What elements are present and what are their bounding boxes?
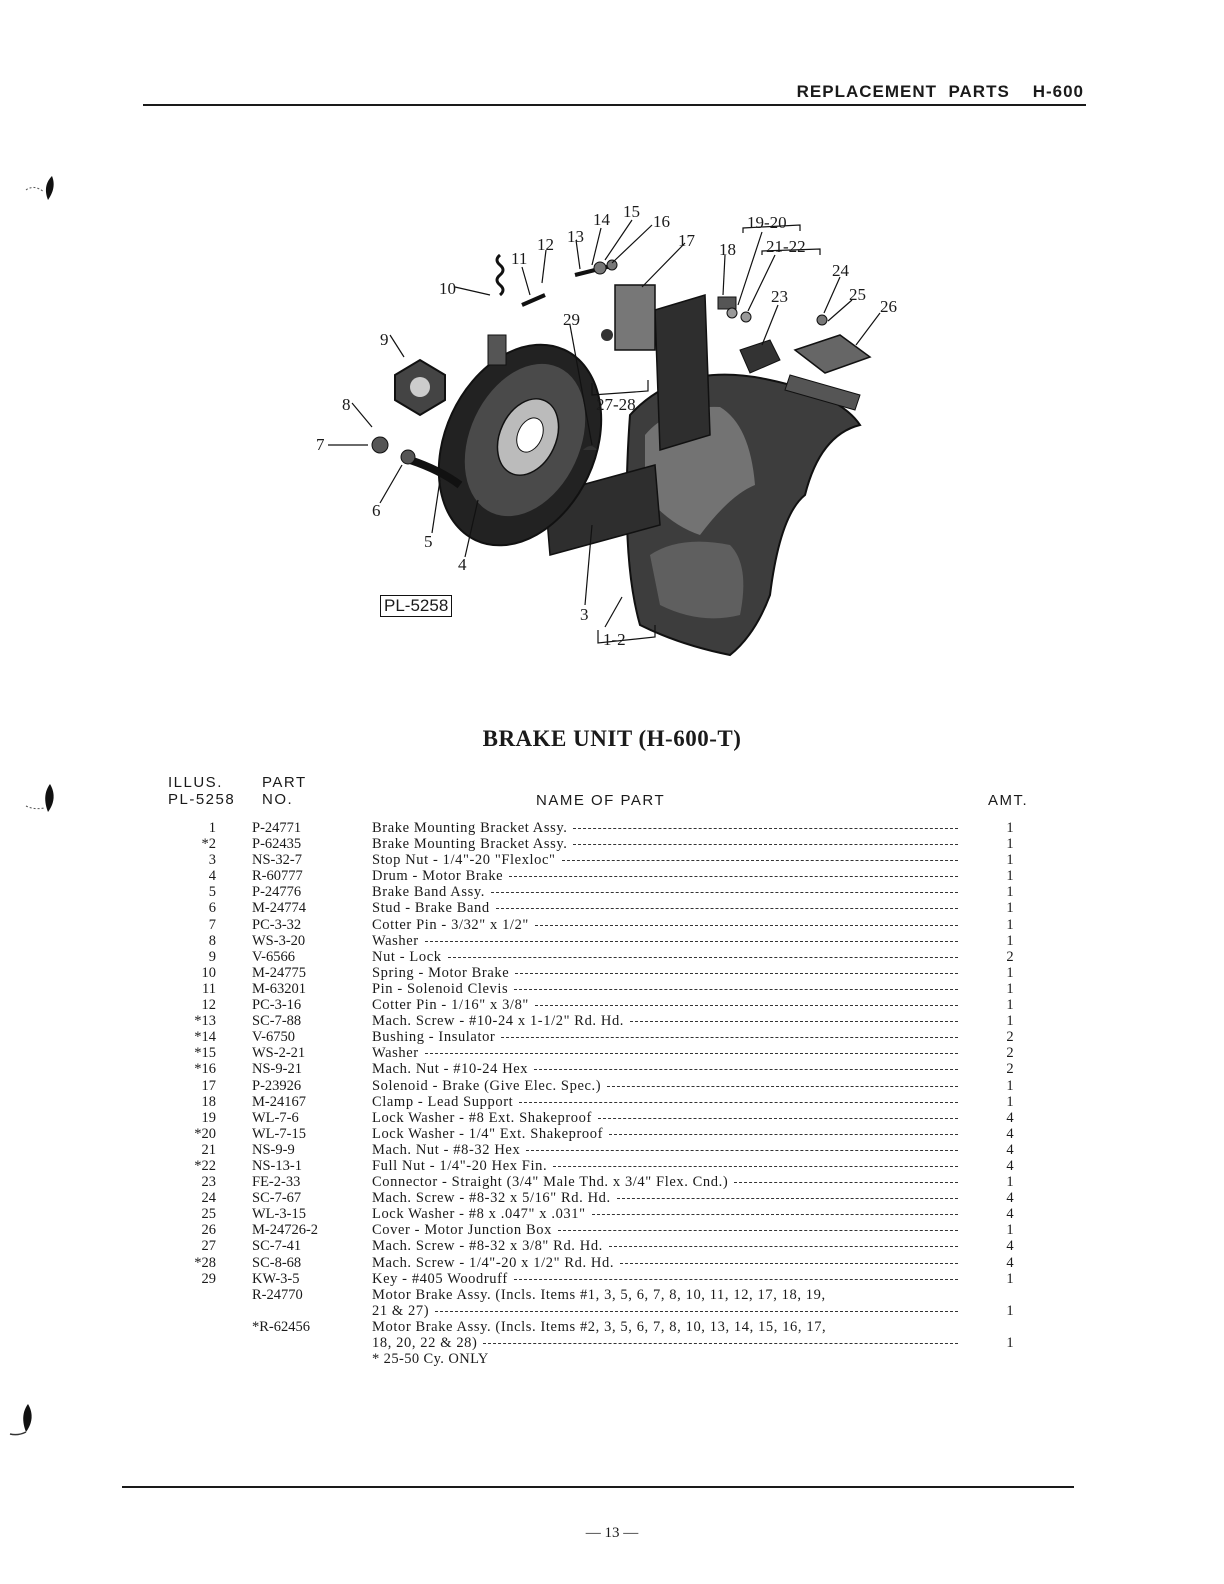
part-name: Cotter Pin - 3/32" x 1/2"	[372, 916, 529, 933]
leader-dots	[562, 852, 958, 861]
part-number: R-24770	[252, 1286, 303, 1303]
table-row	[0, 1271, 1224, 1287]
part-name: Connector - Straight (3/4" Male Thd. x 3/4" Flex. Cnd.)	[372, 1174, 729, 1191]
table-row	[0, 1287, 1224, 1319]
part-number: V-6750	[252, 1029, 295, 1046]
part-name-cell	[372, 997, 958, 1013]
part-number: WL-7-6	[252, 1109, 299, 1126]
part-name: Mach. Screw - #8-32 x 3/8" Rd. Hd.	[372, 1238, 603, 1255]
part-name: Bushing - Insulator	[372, 1029, 496, 1046]
illus-number: 7	[208, 916, 216, 933]
leader-dots	[448, 949, 958, 958]
callout-9: 9	[380, 330, 389, 349]
part-number: NS-9-21	[252, 1061, 302, 1078]
leader-dots	[501, 1029, 958, 1038]
table-row	[0, 933, 1224, 949]
table-row	[0, 1126, 1224, 1142]
part-name-cell	[372, 820, 958, 836]
col-part-header	[262, 774, 307, 808]
part-name: Cover - Motor Junction Box	[372, 1222, 552, 1239]
part-name-cell	[372, 1319, 958, 1351]
leader-dots	[526, 1142, 958, 1151]
part-name-cell	[372, 1190, 958, 1206]
part-name-line2: 21 & 27)	[372, 1302, 430, 1319]
part-name: Lock Washer - 1/4" Ext. Shakeproof	[372, 1125, 604, 1142]
amount: 4	[1006, 1190, 1014, 1207]
table-row	[0, 1238, 1224, 1254]
page-header-title: REPLACEMENT PARTS H-600	[796, 82, 1084, 101]
illus-number: *28	[194, 1254, 216, 1271]
illus-number: 3	[208, 852, 216, 869]
part-name: Key - #405 Woodruff	[372, 1270, 508, 1287]
callout-19-20: 19-20	[747, 213, 787, 232]
part-number: P-62435	[252, 836, 302, 853]
part-name-line1: Motor Brake Assy. (Incls. Items #2, 3, 5, 6, 7, 8, 10, 13, 14, 15, 16, 17,	[372, 1318, 827, 1335]
callout-11: 11	[511, 249, 528, 268]
callout-17: 17	[678, 231, 695, 250]
callout-26: 26	[880, 297, 897, 316]
part-number: PC-3-32	[252, 916, 302, 933]
col-part-line1: PART	[262, 774, 307, 791]
part-name-cell	[372, 1110, 958, 1126]
part-name-cell	[372, 1029, 958, 1045]
amount: 1	[1006, 884, 1014, 901]
amount: 1	[1006, 1013, 1014, 1030]
leader-dots	[630, 1013, 958, 1022]
section-title: BRAKE UNIT (H-600-T)	[482, 726, 742, 751]
callout-7: 7	[316, 435, 325, 454]
callout-13: 13	[567, 227, 584, 246]
part-name-cell	[372, 1222, 958, 1238]
footnote: * 25-50 Cy. ONLY	[372, 1350, 489, 1367]
part-name-cell	[372, 900, 958, 916]
callout-16: 16	[653, 212, 670, 231]
amount: 1	[1006, 852, 1014, 869]
illus-number: 8	[208, 932, 216, 949]
leader-dots	[609, 1126, 958, 1135]
illus-number: *15	[194, 1045, 216, 1062]
part-name-cell	[372, 965, 958, 981]
table-row	[0, 1319, 1224, 1351]
leader-dots	[592, 1206, 958, 1215]
part-name-cell	[372, 1206, 958, 1222]
leader-dots	[515, 965, 958, 974]
part-number: NS-9-9	[252, 1141, 295, 1158]
part-name-cell	[372, 981, 958, 997]
part-name-cell	[372, 1255, 958, 1271]
amount: 1	[1006, 997, 1014, 1014]
table-row	[0, 1061, 1224, 1077]
amount: 2	[1006, 1029, 1014, 1046]
part-number: FE-2-33	[252, 1174, 301, 1191]
part-name: Washer	[372, 1045, 419, 1062]
leader-dots	[535, 997, 958, 1006]
leader-dots	[534, 1061, 958, 1070]
illus-number: *20	[194, 1125, 216, 1142]
part-number: M-24726-2	[252, 1222, 319, 1239]
footer-rule	[122, 1486, 1074, 1488]
part-name-cell	[372, 836, 958, 852]
part-name-line1: Motor Brake Assy. (Incls. Items #1, 3, 5, 6, 7, 8, 10, 11, 12, 17, 18, 19,	[372, 1286, 826, 1303]
part-name-cell	[372, 1287, 958, 1319]
col-illus-line2: PL-5258	[168, 791, 236, 808]
illus-number: 29	[201, 1270, 216, 1287]
leader-dots	[483, 1335, 958, 1344]
illus-number: 17	[201, 1077, 216, 1094]
leader-dots	[609, 1238, 958, 1247]
part-name-cell	[372, 1126, 958, 1142]
amount: 1	[1006, 1334, 1014, 1351]
callout-25: 25	[849, 285, 866, 304]
leader-dots	[573, 820, 958, 829]
part-name: Solenoid - Brake (Give Elec. Spec.)	[372, 1077, 602, 1094]
leader-dots	[514, 1271, 958, 1280]
illus-number: *13	[194, 1013, 216, 1030]
callout-4: 4	[458, 555, 467, 574]
illus-number: 10	[201, 964, 216, 981]
table-row	[0, 1142, 1224, 1158]
part-number: M-24774	[252, 900, 306, 917]
part-name: Stop Nut - 1/4"-20 "Flexloc"	[372, 852, 556, 869]
part-name: Washer	[372, 932, 419, 949]
part-number: NS-13-1	[252, 1157, 302, 1174]
table-row	[0, 997, 1224, 1013]
leader-dots	[514, 981, 958, 990]
amount: 2	[1006, 1045, 1014, 1062]
part-number: KW-3-5	[252, 1270, 300, 1287]
table-row	[0, 1190, 1224, 1206]
part-name: Stud - Brake Band	[372, 900, 490, 917]
leader-dots	[734, 1174, 958, 1183]
part-name-cell	[372, 1271, 958, 1287]
part-name: Lock Washer - #8 x .047" x .031"	[372, 1206, 586, 1223]
part-name-cell	[372, 852, 958, 868]
part-name: Mach. Nut - #8-32 Hex	[372, 1141, 521, 1158]
part-name: Pin - Solenoid Clevis	[372, 980, 509, 997]
callout-3: 3	[580, 605, 589, 624]
part-name-cell	[372, 868, 958, 884]
table-row	[0, 884, 1224, 900]
illus-number: 27	[201, 1238, 216, 1255]
part-number: WS-2-21	[252, 1045, 306, 1062]
amount: 1	[1006, 900, 1014, 917]
part-name-cell	[372, 917, 958, 933]
amount: 4	[1006, 1238, 1014, 1255]
callout-29: 29	[563, 310, 580, 329]
illus-number: *14	[194, 1029, 216, 1046]
callout-6: 6	[372, 501, 381, 520]
table-row	[0, 1110, 1224, 1126]
table-row	[0, 868, 1224, 884]
parts-table	[0, 820, 1224, 1367]
part-name: Brake Band Assy.	[372, 884, 485, 901]
callout-21-22: 21-22	[766, 237, 806, 256]
illus-number: 12	[201, 997, 216, 1014]
callout-27-28: 27-28	[596, 395, 636, 414]
illus-number: 1	[208, 820, 216, 836]
amount: 4	[1006, 1141, 1014, 1158]
leader-dots	[425, 1045, 958, 1054]
illus-number: 11	[202, 980, 216, 997]
callout-14: 14	[593, 210, 610, 229]
footnote-row	[0, 1351, 1224, 1367]
illus-number: 18	[201, 1093, 216, 1110]
part-number: V-6566	[252, 948, 295, 965]
illus-number: 25	[201, 1206, 216, 1223]
part-name: Nut - Lock	[372, 948, 442, 965]
callout-1-2: 1-2	[603, 630, 626, 649]
leader-dots	[491, 884, 958, 893]
illus-number: 21	[201, 1141, 216, 1158]
amount: 4	[1006, 1125, 1014, 1142]
part-number: *R-62456	[252, 1318, 310, 1335]
part-name: Mach. Screw - #8-32 x 5/16" Rd. Hd.	[372, 1190, 611, 1207]
leader-dots	[425, 933, 958, 942]
leader-dots	[519, 1094, 958, 1103]
amount: 2	[1006, 948, 1014, 965]
part-number: SC-7-41	[252, 1238, 302, 1255]
table-row	[0, 1045, 1224, 1061]
leader-dots	[509, 868, 958, 877]
part-name-cell	[372, 884, 958, 900]
amount: 4	[1006, 1206, 1014, 1223]
part-name-cell	[372, 1061, 958, 1077]
part-name: Clamp - Lead Support	[372, 1093, 514, 1110]
table-row	[0, 917, 1224, 933]
part-number: P-24771	[252, 820, 302, 836]
part-name-cell	[372, 933, 958, 949]
part-name-cell	[372, 1078, 958, 1094]
callout-10: 10	[439, 279, 456, 298]
plate-label: PL-5258	[380, 595, 452, 617]
amount: 1	[1006, 964, 1014, 981]
part-name: Mach. Nut - #10-24 Hex	[372, 1061, 529, 1078]
part-number: M-24775	[252, 964, 306, 981]
binder-hole-mark	[22, 780, 60, 818]
amount: 2	[1006, 1061, 1014, 1078]
part-number: SC-8-68	[252, 1254, 302, 1271]
header-rule	[143, 104, 1086, 106]
amount: 1	[1006, 1174, 1014, 1191]
part-name: Cotter Pin - 1/16" x 3/8"	[372, 997, 529, 1014]
illus-number: 4	[208, 868, 216, 885]
amount: 1	[1006, 1270, 1014, 1287]
illus-number: 6	[208, 900, 216, 917]
table-row	[0, 1013, 1224, 1029]
callout-5: 5	[424, 532, 433, 551]
col-name-header: NAME OF PART	[536, 792, 666, 809]
part-name-cell	[372, 1045, 958, 1061]
amount: 1	[1006, 980, 1014, 997]
part-name-cell	[372, 1013, 958, 1029]
leader-dots	[535, 917, 958, 926]
table-row	[0, 1222, 1224, 1238]
table-row	[0, 949, 1224, 965]
leader-dots	[617, 1190, 958, 1199]
table-row	[0, 900, 1224, 916]
amount: 1	[1006, 820, 1014, 836]
table-row	[0, 836, 1224, 852]
table-row	[0, 852, 1224, 868]
table-row	[0, 1158, 1224, 1174]
part-number: WL-7-15	[252, 1125, 306, 1142]
callout-23: 23	[771, 287, 788, 306]
leader-dots	[553, 1158, 958, 1167]
amount: 1	[1006, 868, 1014, 885]
leader-dots	[607, 1078, 958, 1087]
leader-dots	[435, 1303, 958, 1312]
part-number: WS-3-20	[252, 932, 306, 949]
part-number: P-24776	[252, 884, 302, 901]
illus-number: *16	[194, 1061, 216, 1078]
part-name-cell	[372, 949, 958, 965]
part-name: Full Nut - 1/4"-20 Hex Fin.	[372, 1157, 548, 1174]
amount: 1	[1006, 932, 1014, 949]
col-illus-line1: ILLUS.	[168, 774, 223, 791]
amount: 1	[1006, 1077, 1014, 1094]
part-number: P-23926	[252, 1077, 302, 1094]
part-name-cell	[372, 1174, 958, 1190]
table-row	[0, 965, 1224, 981]
leader-dots	[620, 1255, 958, 1264]
part-name: Lock Washer - #8 Ext. Shakeproof	[372, 1109, 592, 1126]
part-number: M-24167	[252, 1093, 306, 1110]
part-number: PC-3-16	[252, 997, 302, 1014]
amount: 4	[1006, 1157, 1014, 1174]
amount: 1	[1006, 916, 1014, 933]
binder-hole-mark	[4, 1400, 42, 1438]
illus-number: 23	[201, 1174, 216, 1191]
part-number: WL-3-15	[252, 1206, 306, 1223]
illus-number: 9	[208, 948, 216, 965]
part-name: Mach. Screw - #10-24 x 1-1/2" Rd. Hd.	[372, 1013, 625, 1030]
table-row	[0, 1029, 1224, 1045]
amount: 1	[1006, 1302, 1014, 1319]
col-illus-header	[168, 774, 235, 808]
leader-dots	[598, 1110, 958, 1119]
part-number: SC-7-67	[252, 1190, 302, 1207]
amount: 1	[1006, 1222, 1014, 1239]
table-row	[0, 1255, 1224, 1271]
col-part-line2: NO.	[262, 791, 294, 808]
illus-number: 5	[208, 884, 216, 901]
amount: 1	[1006, 1093, 1014, 1110]
part-name-cell	[372, 1094, 958, 1110]
part-number: R-60777	[252, 868, 303, 885]
part-name-cell	[372, 1158, 958, 1174]
binder-hole-mark	[22, 170, 60, 208]
part-name: Brake Mounting Bracket Assy.	[372, 836, 568, 853]
illus-number: 24	[201, 1190, 216, 1207]
callout-15: 15	[623, 202, 640, 221]
amount: 4	[1006, 1109, 1014, 1126]
illus-number: 26	[201, 1222, 216, 1239]
col-amt-header: AMT.	[988, 792, 1029, 809]
brake-unit-exploded-diagram	[300, 195, 920, 665]
callout-8: 8	[342, 395, 351, 414]
page-number: — 13 —	[585, 1525, 639, 1541]
part-name-line2-wrap	[372, 1303, 958, 1319]
part-name: Mach. Screw - 1/4"-20 x 1/2" Rd. Hd.	[372, 1254, 615, 1271]
part-name-cell	[372, 1142, 958, 1158]
callout-18: 18	[719, 240, 736, 259]
callout-12: 12	[537, 235, 554, 254]
table-row	[0, 1078, 1224, 1094]
part-name: Spring - Motor Brake	[372, 964, 510, 981]
table-row	[0, 981, 1224, 997]
part-name-line2-wrap	[372, 1335, 958, 1351]
table-row	[0, 1174, 1224, 1190]
leader-dots	[558, 1222, 958, 1231]
leader-dots	[573, 836, 958, 845]
part-number: NS-32-7	[252, 852, 302, 869]
part-number: M-63201	[252, 980, 306, 997]
part-name-cell	[372, 1238, 958, 1254]
table-row	[0, 1094, 1224, 1110]
illus-number: *2	[201, 836, 216, 853]
part-name-line2: 18, 20, 22 & 28)	[372, 1334, 478, 1351]
part-name: Drum - Motor Brake	[372, 868, 504, 885]
amount: 1	[1006, 836, 1014, 853]
callout-24: 24	[832, 261, 849, 280]
part-number: SC-7-88	[252, 1013, 302, 1030]
table-row	[0, 1206, 1224, 1222]
illus-number: *22	[194, 1157, 216, 1174]
illus-number: 19	[201, 1109, 216, 1126]
amount: 4	[1006, 1254, 1014, 1271]
part-name: Brake Mounting Bracket Assy.	[372, 820, 568, 836]
table-row	[0, 820, 1224, 836]
leader-dots	[496, 900, 958, 909]
